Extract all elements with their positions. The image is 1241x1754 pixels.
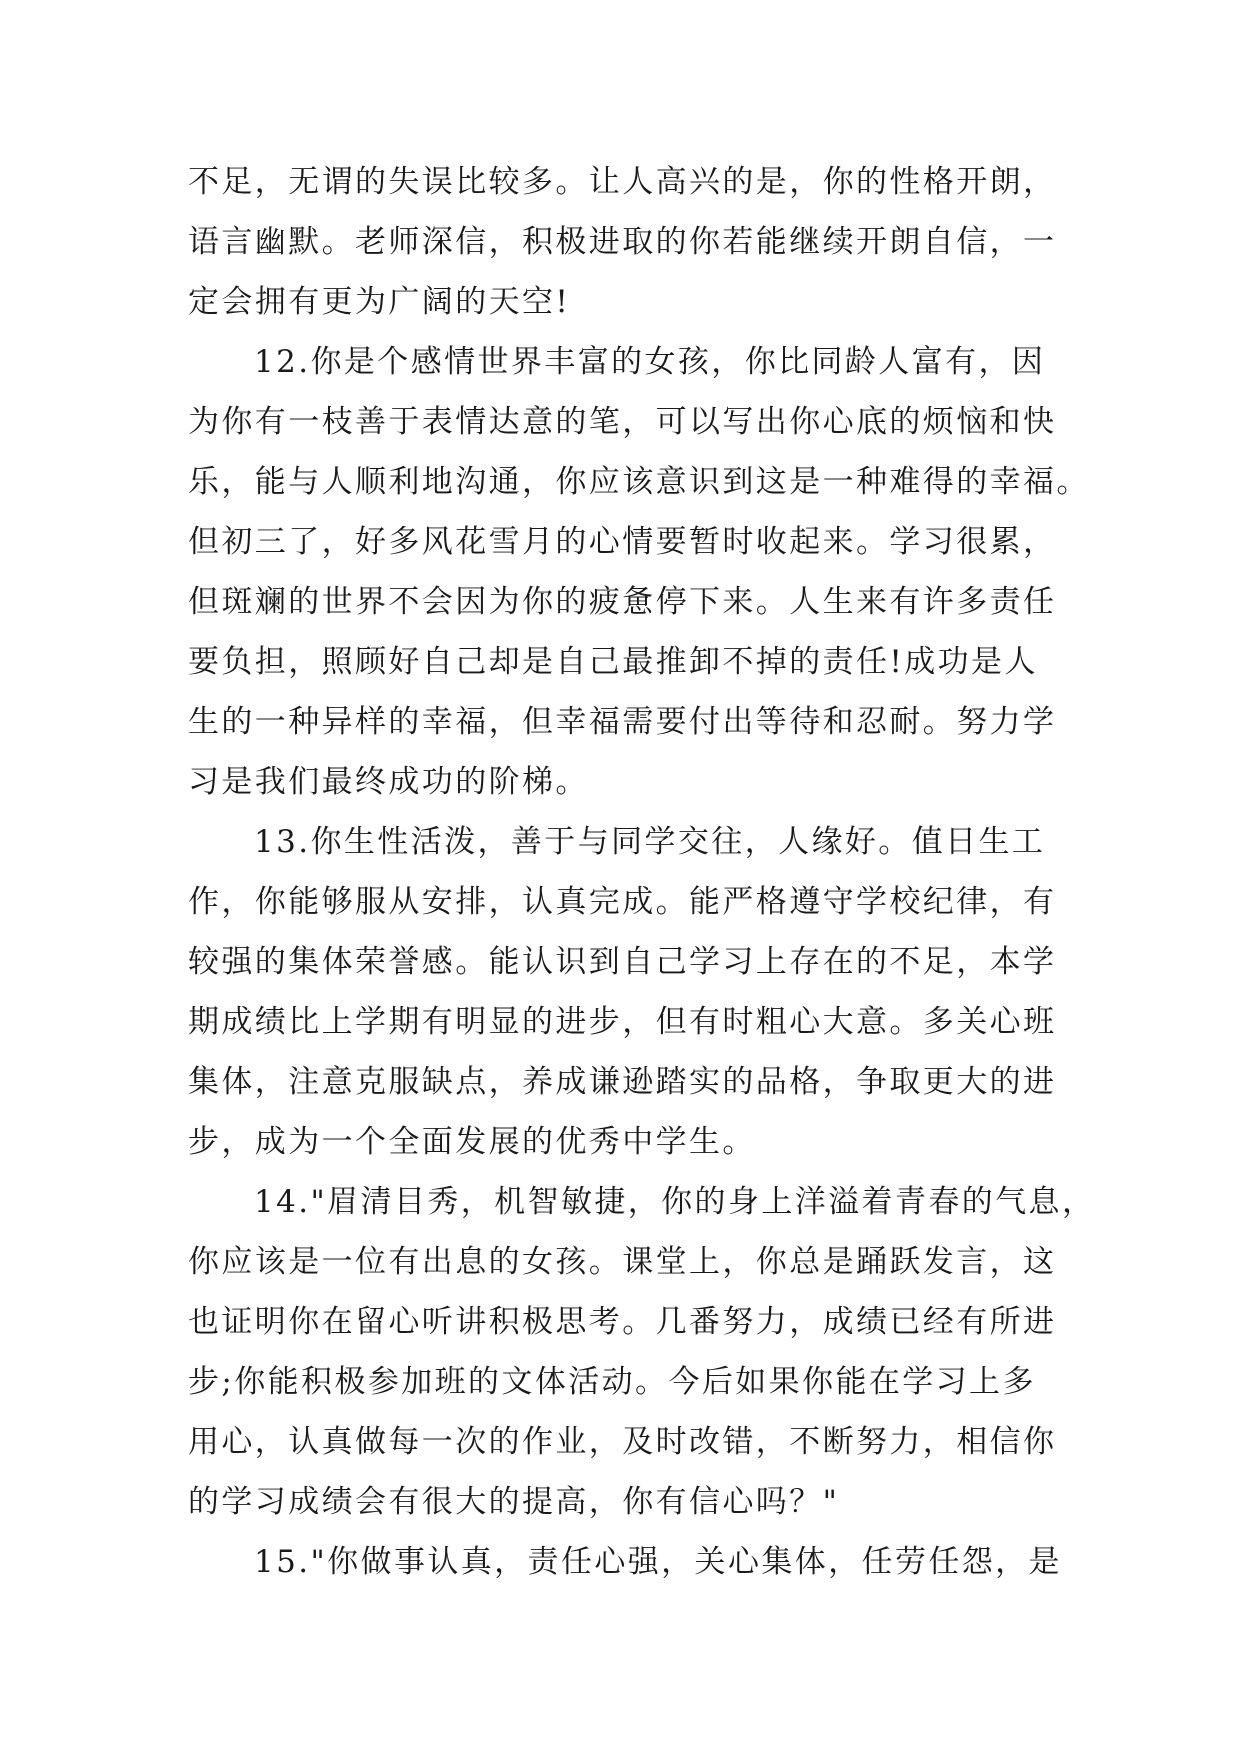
text-line: 为你有一枝善于表情达意的笔，可以写出你心底的烦恼和快 [188,404,1057,440]
text-line: 作，你能够服从安排，认真完成。能严格遵守学校纪律，有 [188,884,1057,920]
text-line: 步;你能积极参加班的文体活动。今后如果你能在学习上多 [188,1364,1036,1400]
text-line: 期成绩比上学期有明显的进步，但有时粗心大意。多关心班 [188,1004,1057,1040]
text-line: 要负担，照顾好自己却是自己最推卸不掉的责任!成功是人 [188,644,1038,680]
text-line: 步，成为一个全面发展的优秀中学生。 [188,1124,756,1160]
text-line: 但初三了，好多风花雪月的心情要暂时收起来。学习很累， [188,524,1057,560]
text-line: 集体，注意克服缺点，养成谦逊踏实的品格，争取更大的进 [188,1064,1057,1100]
text-line: 语言幽默。老师深信，积极进取的你若能继续开朗自信，一 [188,224,1057,260]
text-line: 但斑斓的世界不会因为你的疲惫停下来。人生来有许多责任 [188,584,1057,620]
paragraph-14-start: 14."眉清目秀，机智敏捷，你的身上洋溢着青春的气息， [254,1184,1096,1220]
text-line: 生的一种异样的幸福，但幸福需要付出等待和忍耐。努力学 [188,704,1057,740]
text-line: 也证明你在留心听讲积极思考。几番努力，成绩已经有所进 [188,1304,1057,1340]
paragraph-15-start: 15."你做事认真，责任心强，关心集体，任劳任怨，是 [254,1544,1062,1580]
paragraph-12-start: 12.你是个感情世界丰富的女孩，你比同龄人富有，因 [254,344,1046,380]
text-line: 你应该是一位有出息的女孩。课堂上，你总是踊跃发言，这 [188,1244,1057,1280]
text-line: 乐，能与人顺利地沟通，你应该意识到这是一种难得的幸福。 [188,464,1090,500]
text-line: 习是我们最终成功的阶梯。 [188,764,589,800]
text-line: 用心，认真做每一次的作业，及时改错，不断努力，相信你 [188,1424,1057,1460]
text-line: 定会拥有更为广阔的天空! [188,284,571,320]
text-line: 不足，无谓的失误比较多。让人高兴的是，你的性格开朗， [188,164,1057,200]
document-body [188,152,1096,1592]
text-line: 较强的集体荣誉感。能认识到自己学习上存在的不足，本学 [188,944,1057,980]
text-line: 的学习成绩会有很大的提高，你有信心吗？" [188,1484,840,1520]
paragraph-13-start: 13.你生性活泼，善于与同学交往，人缘好。值日生工 [254,824,1046,860]
